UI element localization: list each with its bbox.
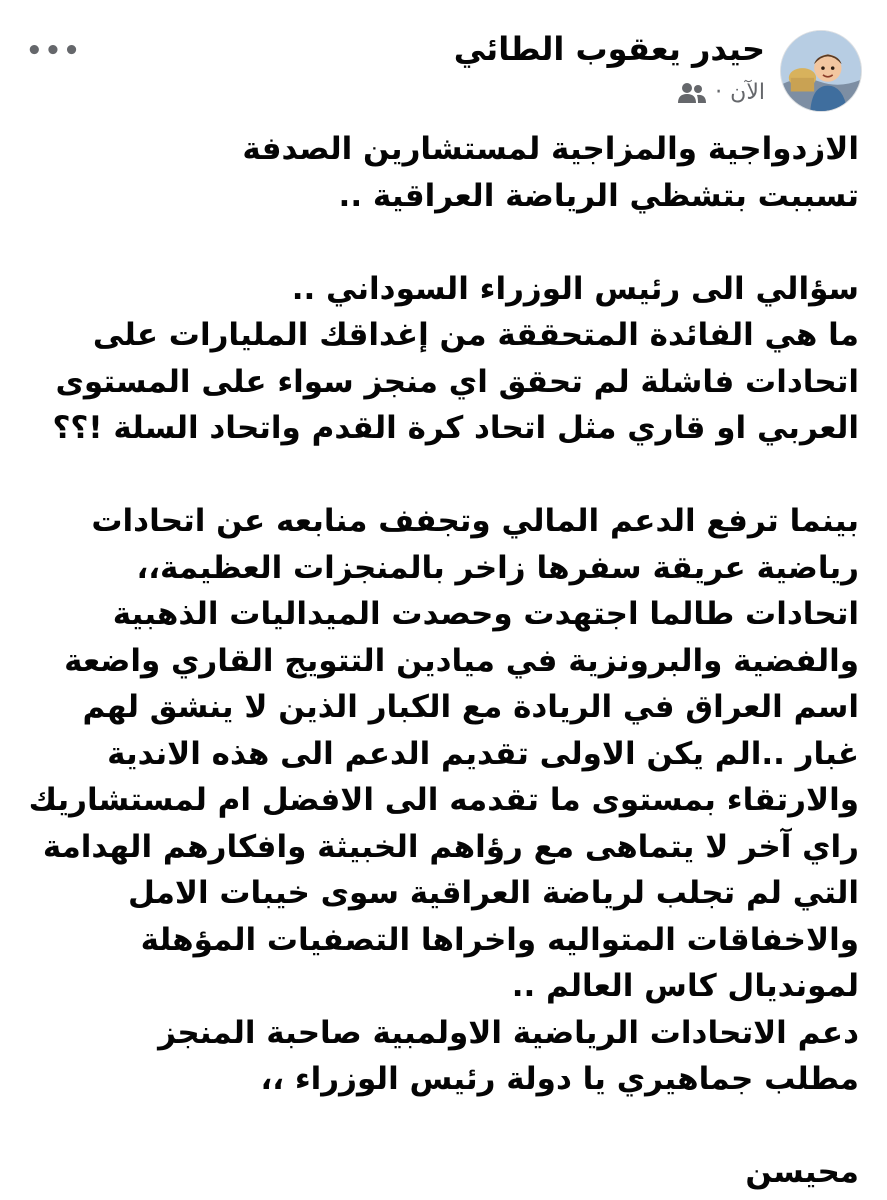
post-line: والفضية والبرونزية في ميادين التتويج القاري واضعة [64, 642, 859, 679]
post-line: غبار ..الم يكن الاولى تقديم الدعم الى هذه الاندية [107, 735, 859, 772]
post-line: اتحادات فاشلة لم تحقق اي منجز سواء على المستوى [55, 363, 859, 400]
post-header [0, 0, 887, 125]
friends-icon[interactable] [677, 82, 707, 104]
post-line: مطلب جماهيري يا دولة رئيس الوزراء ،، [260, 1061, 859, 1097]
avatar[interactable] [780, 30, 862, 112]
more-options-button[interactable]: ••• [26, 36, 82, 66]
post-line: دعم الاتحادات الرياضية الاولمبية صاحبة المنجز [158, 1014, 859, 1051]
post-line: والارتقاء بمستوى ما تقدمه الى الافضل ام لمستشاريك [28, 782, 859, 818]
post-line: اسم العراق في الريادة مع الكبار الذين لا ينشق لهم [82, 689, 859, 725]
post-line: سؤالي الى رئيس الوزراء السوداني .. [291, 270, 859, 307]
blank-line [22, 452, 859, 499]
post-line: التي لم تجلب لرياضة العراقية سوى خيبات الامل [128, 875, 859, 911]
meta-separator: · [715, 80, 723, 105]
post-line: ما هي الفائدة المتحققة من إغداقك المليارات على [92, 317, 859, 353]
post-line: العربي او قاري مثل اتحاد كرة القدم واتحاد السلة !؟؟ [52, 410, 859, 446]
post-line: بينما ترفع الدعم المالي وتجفف منابعه عن اتحادات [91, 503, 859, 539]
post-body [22, 126, 859, 1196]
post-line: راي آخر لا يتماهى مع رؤاهم الخبيثة وافكارهم الهدامة [42, 828, 859, 865]
blank-line [22, 1103, 859, 1150]
post-time[interactable]: الآن [730, 80, 765, 105]
blank-line [22, 219, 859, 266]
post-signature: محيسن [745, 1154, 859, 1190]
avatar-image [781, 31, 861, 111]
post-line: اتحادات طالما اجتهدت وحصدت الميداليات الذهبية [112, 596, 859, 632]
post-line: رياضية عريقة سفرها زاخر بالمنجزات العظيمة،، [136, 549, 859, 586]
post-line: الازدواجية والمزاجية لمستشارين الصدفة [242, 131, 859, 167]
post-line: والاخفاقات المتواليه واخراها التصفيات المؤهلة [140, 921, 859, 958]
post-meta [677, 80, 765, 105]
post-line: تسببت بتشظي الرياضة العراقية .. [338, 177, 859, 214]
post-line: لمونديال كاس العالم .. [511, 968, 859, 1004]
author-name[interactable]: حيدر يعقوب الطائي [453, 30, 765, 68]
